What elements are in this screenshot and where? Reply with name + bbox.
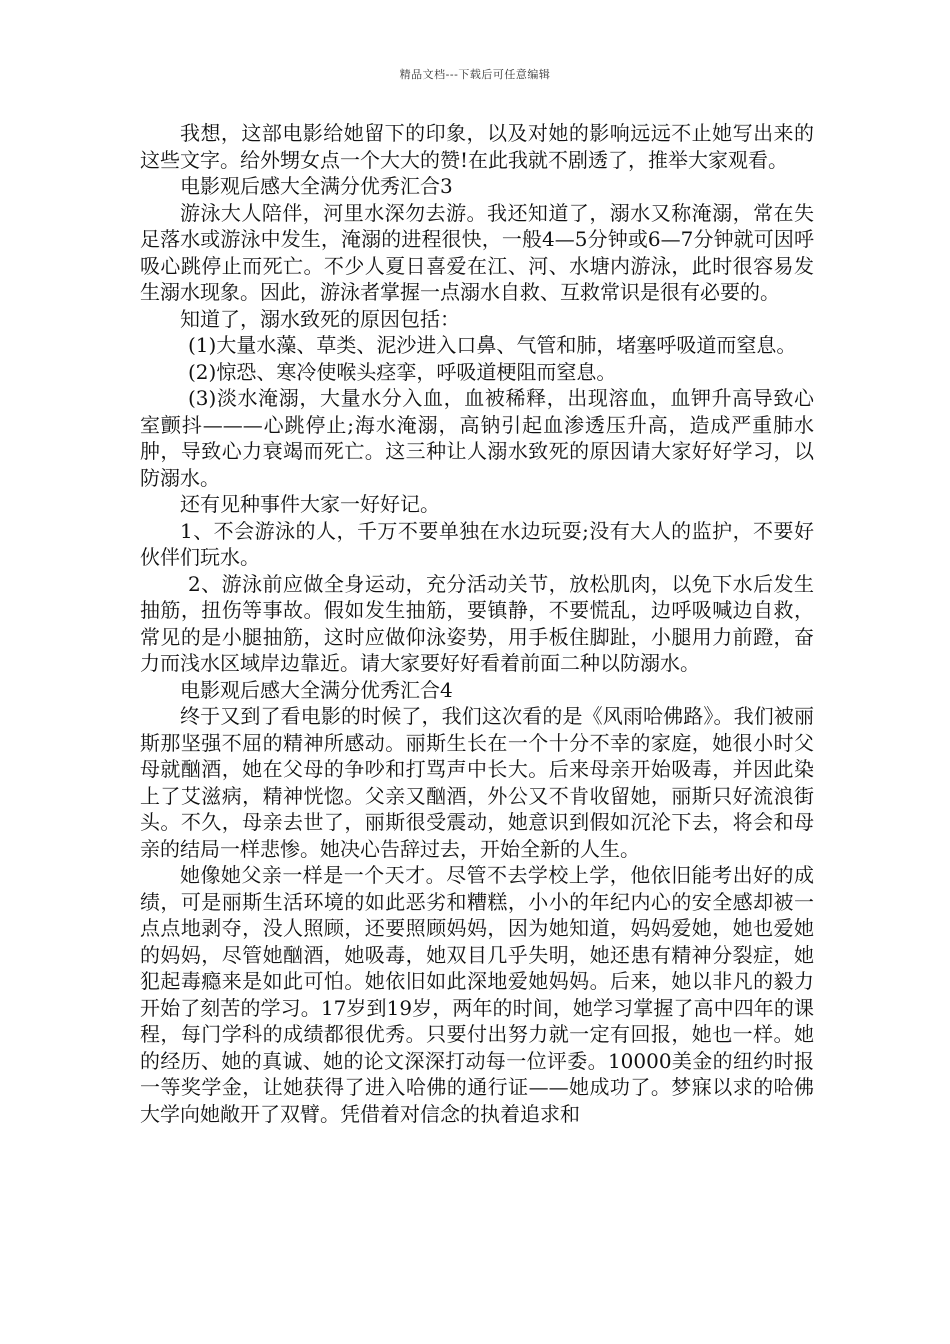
paragraph: 终于又到了看电影的时候了，我们这次看的是《风雨哈佛路》。我们被丽斯那坚强不屈的精神所感动。丽斯生长在一个十分不幸的家庭，她很小时父母就酗酒，她在父母的争吵和打骂声中长大。后来母亲开始吸毒，并因此染上了艾滋病，精神恍惚。父亲又酗酒，外公又不肯收留她，丽斯只好流浪街头。不久，母亲去世了，丽斯很受震动，她意识到假如沉沦下去，将会和母亲的结局一样悲惨。她决心告辞过去，开始全新的人生。 xyxy=(140,704,814,861)
paragraph: 她像她父亲一样是一个天才。尽管不去学校上学，他依旧能考出好的成绩，可是丽斯生活环境的如此恶劣和糟糕，小小的年纪内心的安全感却被一点点地剥夺，没人照顾，还要照顾妈妈，因为她知道，妈妈爱她，她也爱她的妈妈，尽管她酗酒，她吸毒，她双目几乎失明，她还患有精神分裂症，她犯起毒瘾来是如此可怕。她依旧如此深地爱她妈妈。后来，她以非凡的毅力开始了刻苦的学习。17岁到19岁，两年的时间，她学习掌握了高中四年的课程，每门学科的成绩都很优秀。只要付出努力就一定有回报，她也一样。她的经历、她的真诚、她的论文深深打动每一位评委。10000美金的纽约时报一等奖学金，让她获得了进入哈佛的通行证——她成功了。梦寐以求的哈佛大学向她敞开了双臂。凭借着对信念的执着追求和 xyxy=(140,863,814,1126)
list-item: 1、不会游泳的人，千万不要单独在水边玩耍;没有大人的监护，不要好伙伴们玩水。 xyxy=(140,518,814,569)
list-item: (1)大量水藻、草类、泥沙进入口鼻、气管和肺，堵塞呼吸道而窒息。 xyxy=(188,333,797,357)
list-item: 2、游泳前应做全身运动，充分活动关节，放松肌肉，以免下水后发生抽筋，扭伤等事故。假如发生抽筋，要镇静，不要慌乱，边呼吸喊边自救，常见的是小腿抽筋，这时应做仰泳姿势，用手板住脚趾，小腿用力前蹬，奋力而浅水区域岸边靠近。请大家要好好看着前面二种以防溺水。 xyxy=(140,571,814,675)
list-item: (3)淡水淹溺，大量水分入血，血被稀释，出现溶血，血钾升高导致心室颤抖———心跳停止;海水淹溺，高钠引起血渗透压升高，造成严重肺水肿，导致心力衰竭而死亡。这三种让人溺水致死的原因请大家好好学习，以防溺水。 xyxy=(140,386,814,490)
list-item: (2)惊恐、寒冷使喉头痉挛，呼吸道梗阻而窒息。 xyxy=(188,359,617,384)
paragraph: 游泳大人陪伴，河里水深勿去游。我还知道了，溺水又称淹溺，常在失足落水或游泳中发生，淹溺的进程很快，一般4—5分钟或6—7分钟就可因呼吸心跳停止而死亡。不少人夏日喜爱在江、河、水塘内游泳，此时很容易发生溺水现象。因此，游泳者掌握一点溺水自救、互救常识是很有必要的。 xyxy=(140,200,814,304)
paragraph: 还有见种事件大家一好好记。 xyxy=(180,492,440,516)
paragraph: 知道了，溺水致死的原因包括： xyxy=(180,306,460,331)
section-heading: 电影观后感大全满分优秀汇合3 xyxy=(180,174,453,198)
paragraph: 我想，这部电影给她留下的印象，以及对她的影响远远不止她写出来的这些文字。给外甥女点一个大大的赞!在此我就不剧透了，推举大家观看。 xyxy=(140,121,814,172)
page-header: 精品文档---下载后可任意编辑 xyxy=(399,68,551,81)
section-heading: 电影观后感大全满分优秀汇合4 xyxy=(180,677,453,702)
document-body xyxy=(140,120,814,1127)
